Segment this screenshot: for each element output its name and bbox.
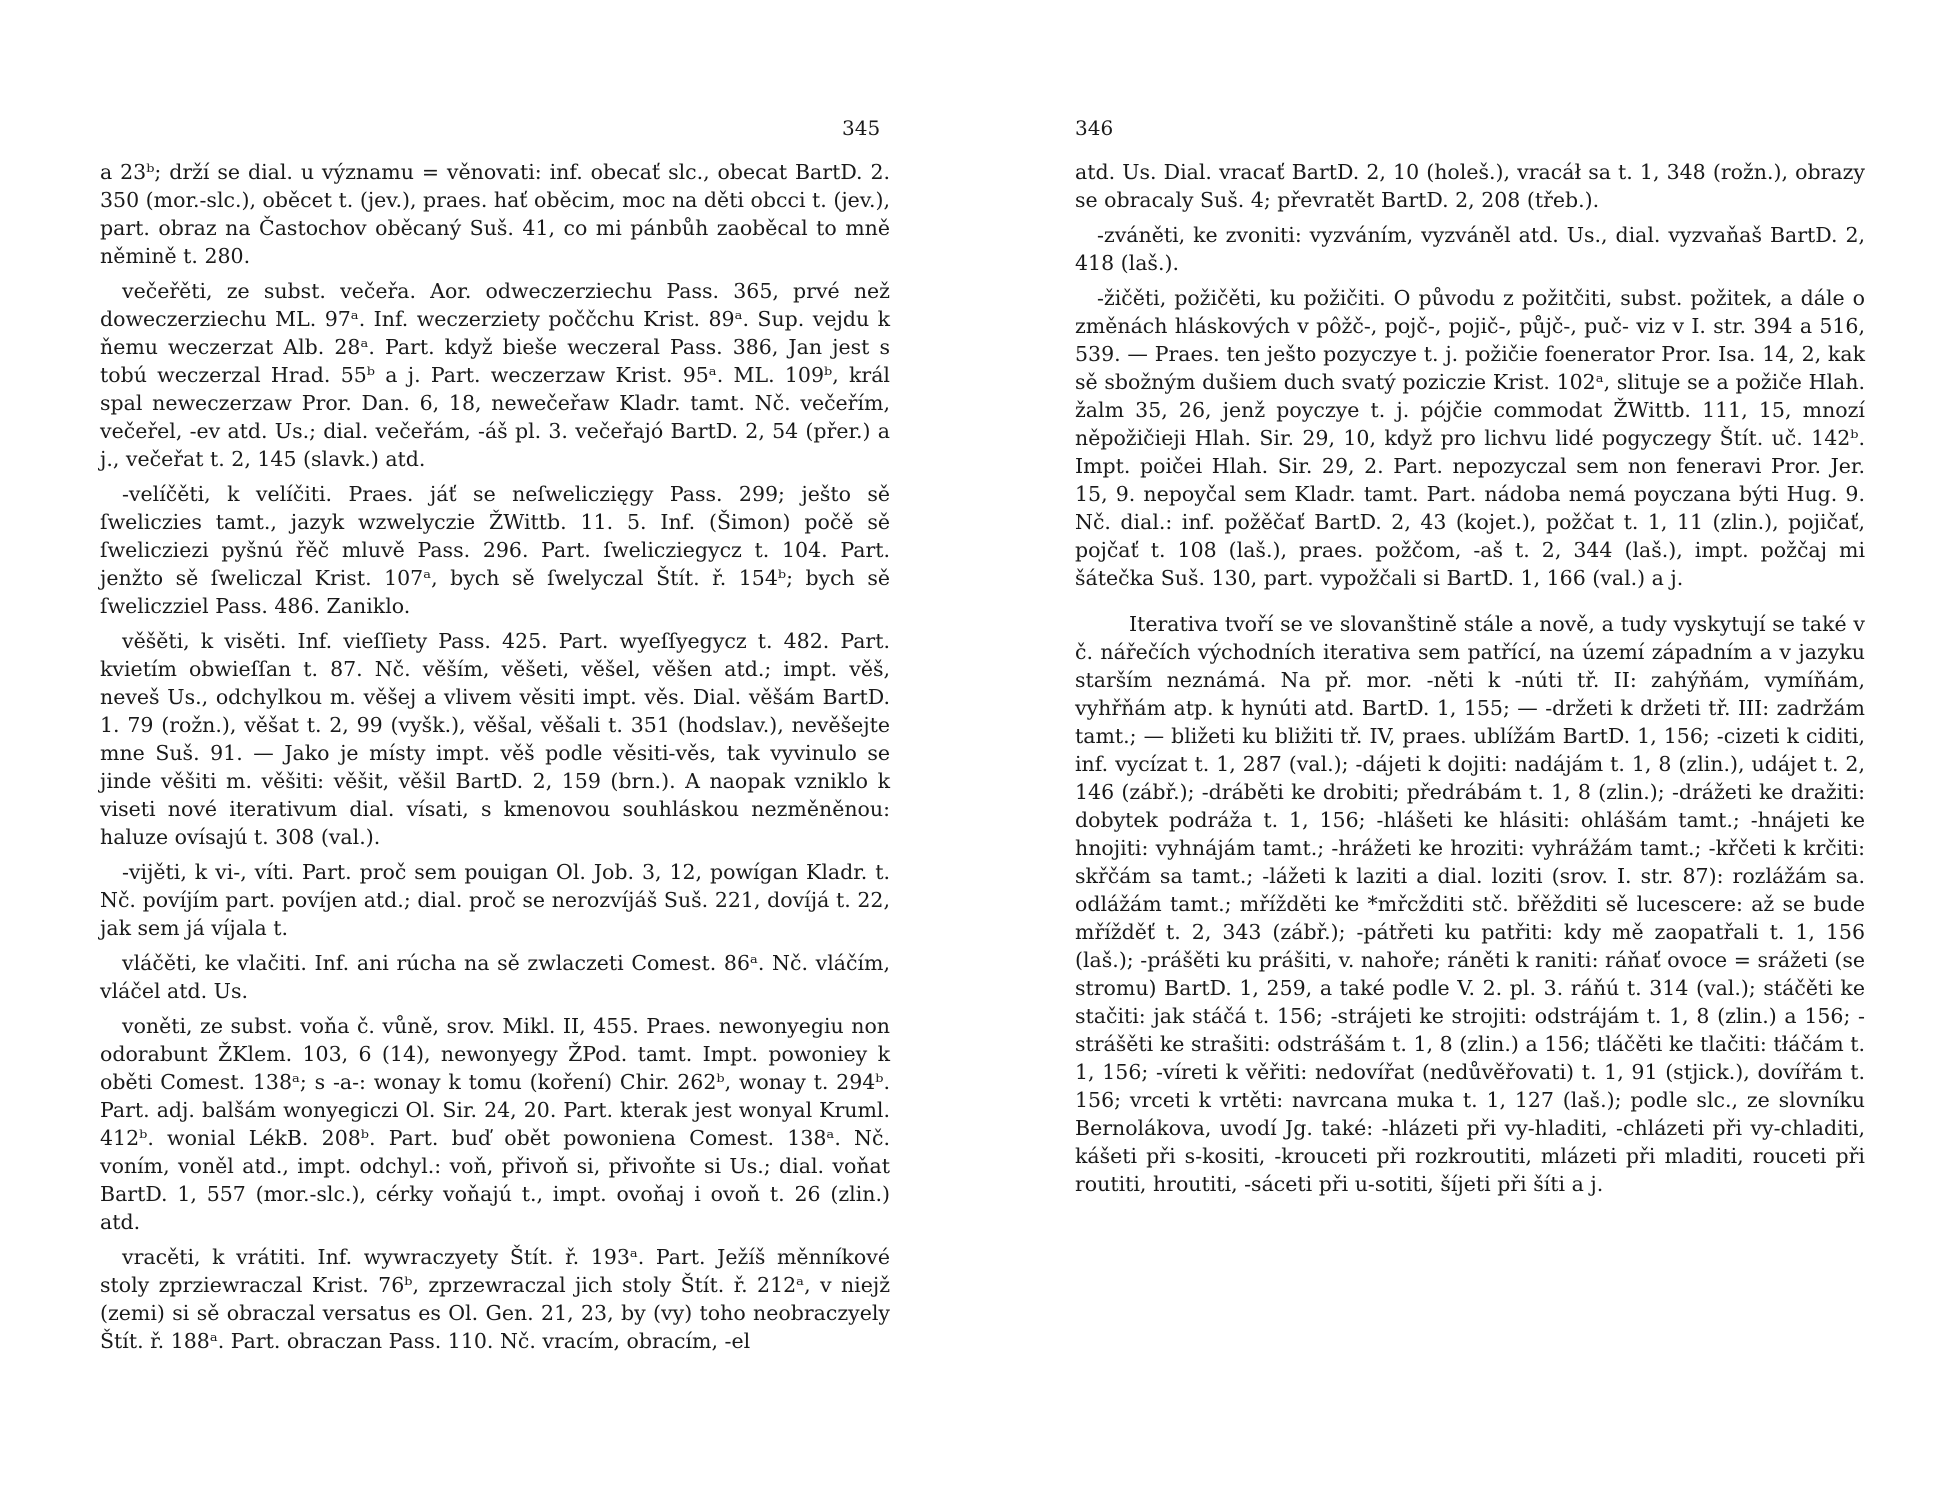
entry-ziceti: -žičěti, požičěti, ku požičiti. O původu z požitčiti, subst. požitek, a dále o změnách hláskových v pôžč-, pojč-, pojič-, půjč-, puč- viz v I. str. 394 a 516, 539. — Praes. ten ješto pozyczye t. j. požičie foenerator Pror. Isa. 14, 2, kak sě sbožným dušiem duch svatý poziczie Krist. 102ᵃ, slituje se a požiče Hlah. žalm 35, 26, jenž poyczye t. j. pójčie commodat ŽWittb. 111, 15, mnozí něpožičieji Hlah. Sir. 29, 10, když pro lichvu lidé pogyczegy Štít. uč. 142ᵇ. Impt. poičei Hlah. Sir. 29, 2. Part. nepozyczal sem non feneravi Pror. Jer. 15, 9. nepoyčal sem Kladr. tamt. Part. nádoba nemá poyczana býti Hug. 9. Nč. dial.: inf. požěčať BartD. 2, 43 (kojet.), požčat t. 1, 11 (zlin.), pojičať, pojčať t. 108 (laš.), praes. požčom, -aš t. 2, 344 (laš.), impt. požčaj mi šátečka Suš. 130, part. vypožčali si BartD. 1, 166 (val.) a j. <box>1075 286 1865 590</box>
right-page-body <box>1075 158 1865 1205</box>
entry-vijeti: -vijěti, k vi-, víti. Part. proč sem pouigan Ol. Job. 3, 12, powígan Kladr. t. Nč. povíjím part. povíjen atd.; dial. proč se nerozvíjáš Suš. 221, dovíjá t. 22, jak sem já víjala t. <box>100 860 890 940</box>
entry-voneti: voněti, ze subst. voňa č. vůně, srov. Mikl. II, 455. Praes. newonyegiu non odorabunt ŽKlem. 103, 6 (14), newonyegy ŽPod. tamt. Impt. powoniey k oběti Comest. 138ᵃ; s -a-: wonay k tomu (koření) Chir. 262ᵇ, wonay t. 294ᵇ. Part. adj. balšám wonyegiczi Ol. Sir. 24, 20. Part. kterak jest wonyal Kruml. 412ᵇ. wonial LékB. 208ᵇ. Part. buď obět powoniena Comest. 138ᵃ. Nč. voním, voněl atd., impt. odchyl.: voň, přivoň si, přivoňte si Us.; dial. voňat BartD. 1, 557 (mor.-slc.), cérky voňajú t., impt. ovoňaj i ovoň t. 26 (zlin.) atd. <box>100 1014 890 1234</box>
paragraph-iterativa: Iterativa tvoří se ve slovanštině stále a nově, a tudy vyskytují se také v č. nářečích východních iterativa sem patřící, na území západním a v jazyku starším neznámá. Na př. mor. -něti k -núti tř. II: zahýňám, vymíňám, vyhřňám atp. k hynúti atd. BartD. 1, 155; — -držeti k držeti tř. III: zadržám tamt.; — bližeti ku bližiti tř. IV, praes. ublížám BartD. 1, 156; -cizeti k ciditi, inf. vycízat t. 1, 287 (val.); -dájeti k dojiti: nadájám t. 1, 8 (zlin.), udájet t. 2, 146 (zábř.); -dráběti ke drobiti; předrábám t. 1, 8 (zlin.); -drážeti ke dražiti: dobytek podráža t. 1, 156; -hlášeti ke hlásiti: ohlášám tamt.; -hnájeti ke hnojiti: vyhnájám tamt.; -hrážeti ke hroziti: vyhrážám tamt.; -křčeti k krčiti: skřčám sa tamt.; -lážeti k laziti a dial. loziti (srov. I. str. 87): rozlážám sa. odlážám tamt.; mřížděti ke *mřcžditi stč. břěžditi sě lucescere: až se bude mřížděť t. 2, 343 (zábř.); -pátřeti ku patřiti: kdy mě zaopatřali t. 1, 156 (laš.); -prášěti ku prášiti, v. nahoře; ráněti k raniti: ráňať ovoce = srážeti (se stromu) BartD. 1, 259, a také podle V. 2. pl. 3. ráňú t. 314 (val.); stáčěti ke stačiti: jak stáčá t. 156; -strájeti ke strojiti: odstrájám t. 1, 8 (zlin.) a 156; -strášěti ke strašiti: odstrášám t. 1, 8 (zlin.) a 156; tláčěti ke tlačiti: tłáčám t. 1, 156; -víreti k věřiti: nedovířat (nedůvěřovati) t. 1, 91 (stjick.), dovířám t. 156; vrceti k vrtěti: navrcana muka t. 1, 127 (laš.); podle slc., ze slovníku Bernolákova, uvodí Jg. také: -hlázeti při vy-hladiti, -chlázeti při vy-chladiti, kášeti při s-kositi, -krouceti při rozkroutiti, mlázeti při mladiti, rouceti při routiti, hroutiti, -sáceti při u-sotiti, šíjeti při šíti a j. <box>1075 612 1865 1196</box>
entry-veliceti: -velíčěti, k velíčiti. Praes. jáť se neſweliczięgy Pass. 299; ješto sě ſweliczies tamt., jazyk wzwelyczie ŽWittb. 11. 5. Inf. (Šimon) počě sě ſwelicziezi pyšnú řěč mluvě Pass. 296. Part. ſwelicziegycz t. 104. Part. jenžto sě ſweliczal Krist. 107ᵃ, bych sě ſwelyczal Štít. ř. 154ᵇ; bych sě ſweliczziel Pass. 486. Zaniklo. <box>100 482 890 618</box>
paragraph-continuation: atd. Us. Dial. vracať BartD. 2, 10 (holeš.), vracáł sa t. 1, 348 (rožn.), obrazy se obracaly Suš. 4; převratět BartD. 2, 208 (třeb.). <box>1075 160 1865 212</box>
entry-zvaneti: -zváněti, ke zvoniti: vyzváním, vyzváněl atd. Us., dial. vyzvaňaš BartD. 2, 418 (laš.). <box>1075 223 1865 275</box>
page-number-right: 346 <box>1075 116 1114 140</box>
entry-vlaceti: vláčěti, ke vlačiti. Inf. ani rúcha na sě zwlaczeti Comest. 86ᵃ. Nč. vláčím, vláčel atd. Us. <box>100 951 890 1003</box>
page-number-left: 345 <box>842 116 881 140</box>
left-page-body <box>100 158 890 1362</box>
paragraph-continuation: a 23ᵇ; drží se dial. u významu = věnovati: inf. obecať slc., obecat BartD. 2. 350 (mor.-slc.), oběcet t. (jev.), praes. hať oběcim, moc na děti obcci t. (jev.), part. obraz na Častochov oběcaný Suš. 41, co mi pánbůh zaoběcal to mně němině t. 280. <box>100 160 890 268</box>
entry-veseti: věšěti, k visěti. Inf. vieſſiety Pass. 425. Part. wyeſſyegycz t. 482. Part. kvietím obwieſſan t. 87. Nč. věším, věšeti, věšel, věšen atd.; impt. věš, neveš Us., odchylkou m. věšej a vlivem věsiti impt. věs. Dial. věšám BartD. 1. 79 (rožn.), věšat t. 2, 99 (vyšk.), věšal, věšali t. 351 (hodslav.), nevěšejte mne Suš. 91. — Jako je místy impt. věš podle věsiti-věs, tak vyvinulo se jinde věšiti m. věšiti: věšit, věšil BartD. 2, 159 (brn.). A naopak vzniklo k viseti nové iterativum dial. vísati, s kmenovou souhláskou nezměněnou: haluze ovísajú t. 308 (val.). <box>100 629 890 849</box>
entry-vecereti: večeřěti, ze subst. večeřa. Aor. odweczerziechu Pass. 365, prvé než doweczerziechu ML. 97ᵃ. Inf. weczerziety poččchu Krist. 89ᵃ. Sup. vejdu k ňemu weczerzat Alb. 28ᵃ. Part. když bieše weczeral Pass. 386, Jan jest s tobú weczerzal Hrad. 55ᵇ a j. Part. weczerzaw Krist. 95ᵃ. ML. 109ᵇ, král spal neweczerzaw Pror. Dan. 6, 18, newečeřaw Kladr. tamt. Nč. večeřím, večeřel, -ev atd. Us.; dial. večeřám, -áš pl. 3. večeřajó BartD. 2, 54 (přer.) a j., večeřat t. 2, 145 (slavk.) atd. <box>100 279 890 471</box>
entry-vraceti: vracěti, k vrátiti. Inf. wywraczyety Štít. ř. 193ᵃ. Part. Ježíš měnníkové stoly zprziewraczal Krist. 76ᵇ, zprzewraczal jich stoly Štít. ř. 212ᵃ, v niejž (zemi) si sě obraczal versatus es Ol. Gen. 21, 23, by (vy) toho neobraczyely Štít. ř. 188ᵃ. Part. obraczan Pass. 110. Nč. vracím, obracím, -el <box>100 1245 890 1353</box>
